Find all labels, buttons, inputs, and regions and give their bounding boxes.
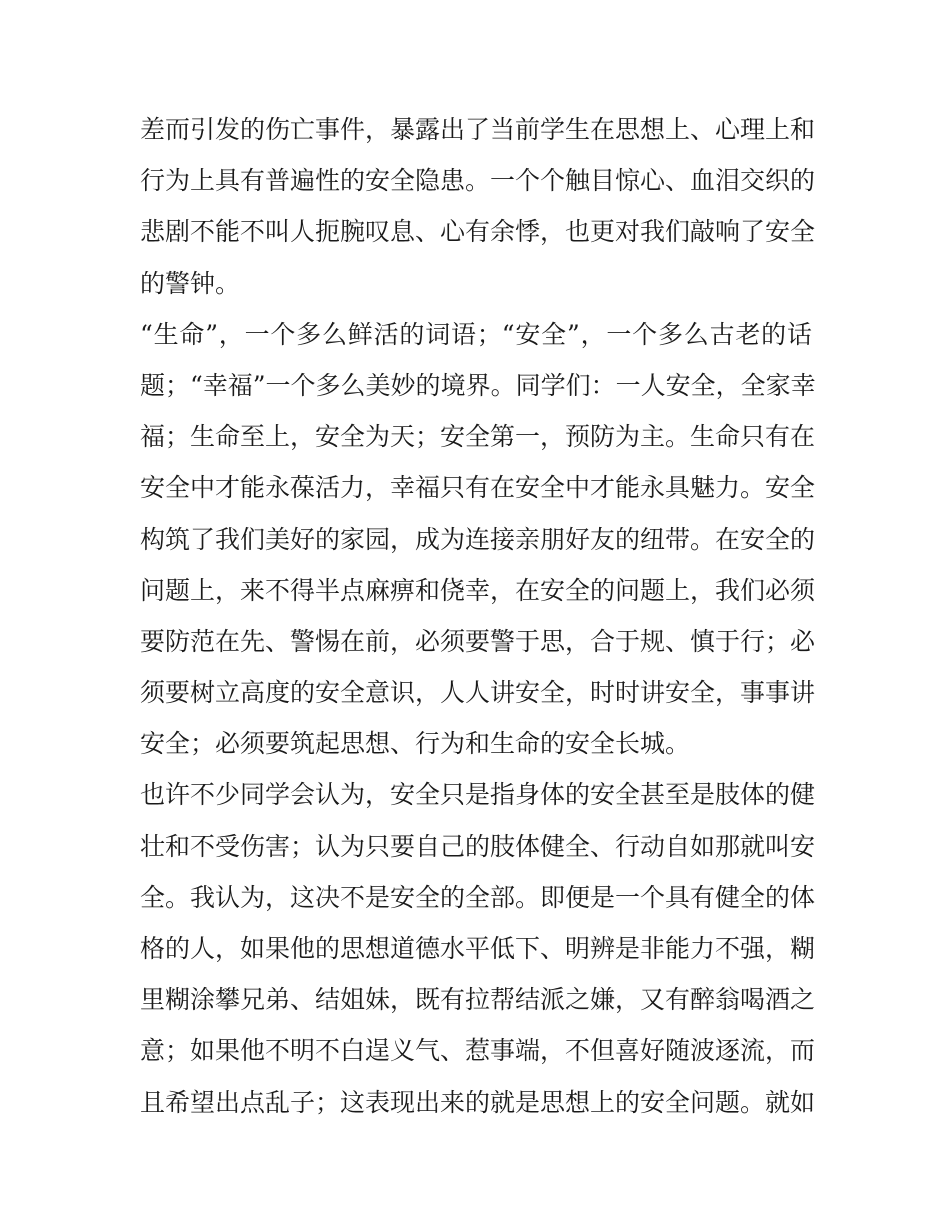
paragraph-2 — [140, 309, 816, 770]
text-line: 的警钟。 — [140, 268, 241, 298]
text-line: 也许不少同学会认为，安全只是指身体的安全甚至是肢体的健 — [140, 780, 816, 810]
text-line: 问题上，来不得半点麻痹和侥幸，在安全的问题上，我们必须 — [140, 575, 816, 605]
text-line: 意；如果他不明不白逞义气、惹事端，不但喜好随波逐流，而 — [140, 1036, 816, 1066]
text-line: “生命”，一个多么鲜活的词语；“安全”，一个多么古老的话 — [140, 319, 812, 349]
text-line: 且希望出点乱子；这表现出来的就是思想上的安全问题。就如 — [140, 1087, 816, 1117]
text-line: 悲剧不能不叫人扼腕叹息、心有余悸，也更对我们敲响了安全 — [140, 217, 816, 247]
text-line: 里糊涂攀兄弟、结姐妹，既有拉帮结派之嫌，又有醉翁喝酒之 — [140, 985, 816, 1015]
text-line: 要防范在先、警惕在前，必须要警于思，合于规、慎于行；必 — [140, 626, 816, 656]
text-line: 安全；必须要筑起思想、行为和生命的安全长城。 — [140, 729, 691, 759]
text-line: 格的人，如果他的思想道德水平低下、明辨是非能力不强，糊 — [140, 934, 816, 963]
text-line: 须要树立高度的安全意识，人人讲安全，时时讲安全，事事讲 — [140, 678, 816, 708]
paragraph-3 — [140, 769, 816, 1127]
text-line: 差而引发的伤亡事件，暴露出了当前学生在思想上、心理上和 — [140, 115, 816, 144]
text-line: 福；生命至上，安全为天；安全第一，预防为主。生命只有在 — [140, 422, 816, 452]
text-line: 行为上具有普遍性的安全隐患。一个个触目惊心、血泪交织的 — [140, 166, 816, 196]
document-body — [140, 104, 816, 1128]
text-line: 全。我认为，这决不是安全的全部。即便是一个具有健全的体 — [140, 882, 816, 912]
text-line: 壮和不受伤害；认为只要自己的肢体健全、行动自如那就叫安 — [140, 831, 816, 861]
paragraph-1 — [140, 104, 816, 309]
text-line: 安全中才能永葆活力，幸福只有在安全中才能永具魅力。安全 — [140, 473, 816, 503]
text-line: 题；“幸福”一个多么美妙的境界。同学们：一人安全，全家幸 — [140, 370, 816, 400]
text-line: 构筑了我们美好的家园，成为连接亲朋好友的纽带。在安全的 — [140, 524, 816, 554]
